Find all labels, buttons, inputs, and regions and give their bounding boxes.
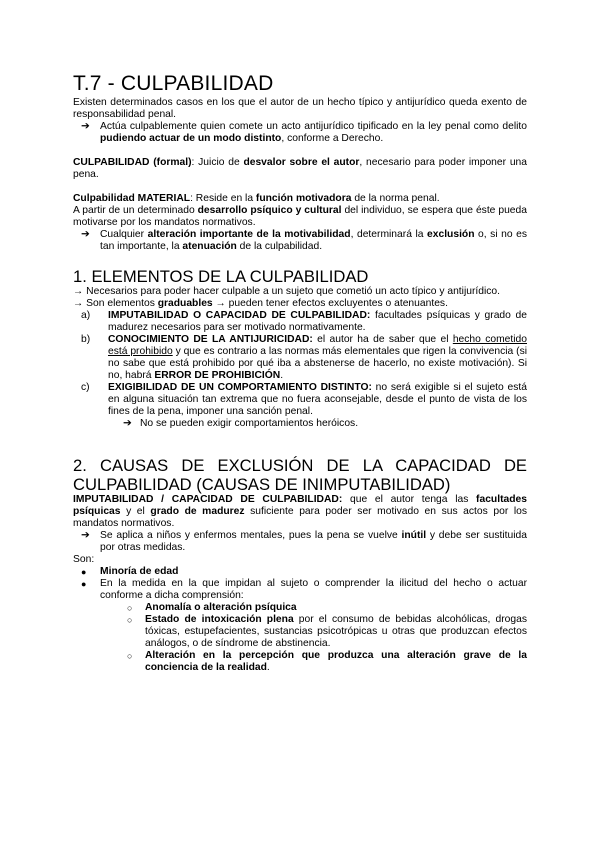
section-1-line-2: → Son elementos graduables → pueden tener efectos excluyentes o atenuantes. (73, 298, 448, 309)
arrow-icon: ➔ (81, 229, 90, 240)
material-culpability-paragraph: Culpabilidad MATERIAL: Reside en la función motivadora de la norma penal. (73, 193, 440, 204)
circle-text: Anomalía o alteración psíquica (145, 602, 297, 613)
document-title: T.7 - CULPABILIDAD (73, 72, 274, 95)
intro-point-text: Actúa culpablemente quien comete un acto antijurídico tipificado en la ley penal como delito pudiendo actuar de un modo distinto, conforme a Derecho. (100, 121, 527, 144)
element-item-c (81, 382, 527, 418)
circle-bullet-icon: ○ (127, 615, 133, 625)
item-text: CONOCIMIENTO DE LA ANTIJURICIDAD: el autor ha de saber que el hecho cometido está prohibido y que es contrario a las normas más elementales que rigen la convivencia (si no sabe que está prohibido por qué iba a abstenerse de hacerlo, no existe motivación). Si no, habrá ERROR DE PROHIBICIÓN. (108, 334, 528, 381)
section-2-point-text: Se aplica a niños y enfermos mentales, pues la pena se vuelve inútil y debe ser sustituida por otras medidas. (100, 530, 527, 553)
bullet-item (81, 578, 527, 602)
section-1-line-1: → Necesarios para poder hacer culpable a un sujeto que cometió un acto típico y antijurídico. (73, 286, 500, 297)
arrow-icon: ➔ (123, 418, 132, 429)
heroic-arrow-point (123, 418, 527, 430)
element-item-b (81, 334, 527, 382)
bullet-text: En la medida en la que impidan al sujeto o comprender la ilicitud del hecho o actuar conforme a dicha comprensión: (100, 578, 527, 601)
intro-arrow-point (81, 121, 527, 145)
material-development-paragraph: A partir de un determinado desarrollo psíquico y cultural del individuo, se espera que éste pueda motivarse por los mandatos normativos. (73, 205, 527, 228)
item-marker: a) (81, 310, 91, 321)
intro-paragraph: Existen determinados casos en los que el autor de un hecho típico y antijurídico queda exento de responsabilidad penal. (73, 97, 527, 120)
item-marker: c) (81, 382, 90, 393)
document-page (73, 72, 527, 674)
bullet-icon: ● (81, 579, 87, 589)
heroic-point-text: No se pueden exigir comportamientos heróicos. (140, 418, 359, 429)
circle-bullet-icon: ○ (127, 651, 133, 661)
material-arrow-point (81, 229, 527, 253)
circle-text: Estado de intoxicación plena por el consumo de bebidas alcohólicas, drogas tóxicas, estupefacientes, sustancias psicotrópicas u otras que produzcan efectos análogos, o de síndrome de abstinencia. (145, 614, 528, 649)
son-label: Son: (73, 554, 95, 565)
element-item-a (81, 310, 527, 334)
section-1-heading: 1. ELEMENTOS DE LA CULPABILIDAD (73, 267, 369, 286)
circle-bullet-icon: ○ (127, 603, 133, 613)
circle-item (127, 602, 527, 614)
item-text: IMPUTABILIDAD O CAPACIDAD DE CULPABILIDAD: facultades psíquicas y grado de madurez necesarios para ser motivado normativamente. (108, 310, 528, 333)
bullet-item (81, 566, 527, 578)
circle-item (127, 614, 527, 650)
circle-text: Alteración en la percepción que produzca una alteración grave de la conciencia de la realidad. (145, 650, 527, 673)
arrow-icon: ➔ (81, 530, 90, 541)
bullet-text: Minoría de edad (100, 566, 179, 577)
bullet-icon: ● (81, 567, 87, 577)
section-2-heading-line-2: CULPABILIDAD (CAUSAS DE INIMPUTABILIDAD) (73, 475, 451, 494)
imputability-definition: IMPUTABILIDAD / CAPACIDAD DE CULPABILIDAD: que el autor tenga las facultades psíquicas y el grado de madurez suficiente para poder ser motivado en sus actos por los mandatos normativos. (73, 494, 527, 529)
section-2-arrow-point (81, 530, 527, 554)
circle-item (127, 650, 527, 674)
formal-culpability-paragraph: CULPABILIDAD (formal): Juicio de desvalor sobre el autor, necesario para poder imponer una pena. (73, 157, 527, 180)
item-text: EXIGIBILIDAD DE UN COMPORTAMIENTO DISTINTO: no será exigible si el sujeto está en alguna situación tan extrema que no fuera aconsejable, desde el punto de vista de los fines de la pena, imponer una sanción penal. (108, 382, 527, 417)
item-marker: b) (81, 334, 91, 345)
section-2-heading-line-1: 2. CAUSAS DE EXCLUSIÓN DE LA CAPACIDAD DE (73, 456, 527, 475)
material-point-text: Cualquier alteración importante de la motivabilidad, determinará la exclusión o, si no es tan importante, la atenuación de la culpabilidad. (100, 229, 528, 252)
arrow-icon: ➔ (81, 121, 90, 132)
